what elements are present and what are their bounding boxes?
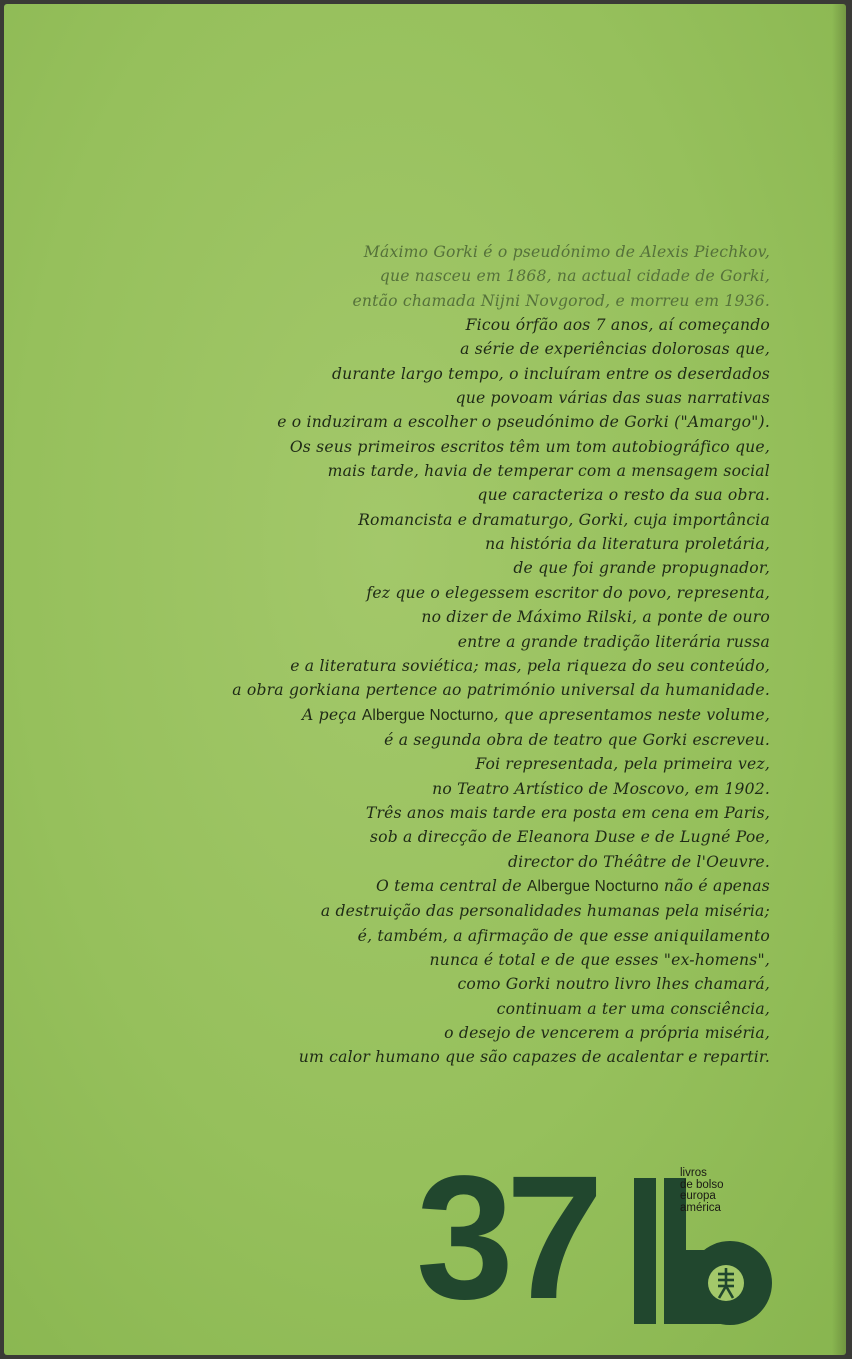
- play-title: Albergue Nocturno: [526, 877, 659, 895]
- blurb-line: entre a grande tradição literária russa: [457, 632, 770, 651]
- blurb-line: então chamada Nijni Novgorod, e morreu em 1936.: [352, 291, 770, 310]
- series-number: 37: [416, 1140, 596, 1336]
- book-back-cover: [4, 4, 846, 1355]
- play-title: Albergue Nocturno: [361, 706, 494, 724]
- blurb-line: sob a direcção de Eleanora Duse e de Lugné Poe,: [369, 828, 770, 847]
- blurb-line: fez que o elegessem escritor do povo, representa,: [366, 583, 770, 602]
- blurb-line: mais tarde, havia de temperar com a mensagem social: [327, 462, 770, 481]
- blurb-line: no Teatro Artístico de Moscovo, em 1902.: [432, 779, 770, 798]
- blurb-line: a obra gorkiana pertence ao património universal da humanidade.: [232, 681, 770, 700]
- blurb-line: que povoam várias das suas narrativas: [455, 389, 770, 408]
- blurb-fragment: O tema central de: [375, 876, 527, 895]
- blurb-line: nunca é total e de que esses "ex-homens",: [429, 950, 770, 969]
- blurb-line: um calor humano que são capazes de acalentar e repartir.: [298, 1048, 770, 1067]
- imprint-line: livros: [680, 1167, 707, 1179]
- blurb-line: e a literatura soviética; mas, pela riqueza do seu conteúdo,: [290, 656, 770, 675]
- blurb-line: é a segunda obra de teatro que Gorki escreveu.: [384, 730, 770, 749]
- blurb-text: [114, 240, 770, 1070]
- blurb-fragment: não é apenas: [658, 876, 770, 895]
- blurb-line: [114, 874, 770, 899]
- blurb-line: de que foi grande propugnador,: [513, 559, 770, 578]
- blurb-line: Máximo Gorki é o pseudónimo de Alexis Piechkov,: [363, 243, 770, 261]
- blurb-line: como Gorki noutro livro lhes chamará,: [457, 975, 770, 994]
- blurb-line: continuam a ter uma consciência,: [496, 999, 770, 1018]
- blurb-line: durante largo tempo, o incluíram entre os deserdados: [332, 364, 770, 383]
- blurb-line: [114, 703, 770, 728]
- blurb-line: a destruição das personalidades humanas pela miséria;: [320, 902, 770, 921]
- imprint-line: europa: [680, 1190, 716, 1202]
- blurb-line: Os seus primeiros escritos têm um tom autobiográfico que,: [289, 437, 770, 456]
- blurb-fragment: , que apresentamos neste volume,: [493, 705, 770, 724]
- blurb-line: na história da literatura proletária,: [485, 535, 770, 554]
- blurb-line: o desejo de vencerem a própria miséria,: [444, 1024, 770, 1042]
- blurb-fragment: A peça: [302, 705, 362, 724]
- cover-edge-shadow: [832, 4, 846, 1355]
- blurb-line: Foi representada, pela primeira vez,: [475, 755, 770, 774]
- blurb-line: director do Théâtre de l'Oeuvre.: [508, 852, 770, 871]
- imprint-line: américa: [680, 1201, 721, 1214]
- imprint-label: [680, 1168, 723, 1214]
- blurb-line: a série de experiências dolorosas que,: [460, 340, 770, 359]
- imprint-line: de bolso: [680, 1178, 724, 1191]
- blurb-line: que caracteriza o resto da sua obra.: [477, 486, 770, 505]
- blurb-line: que nasceu em 1868, na actual cidade de Gorki,: [379, 267, 770, 286]
- blurb-line: Romancista e dramaturgo, Gorki, cuja importância: [358, 510, 770, 529]
- blurb-line: Ficou órfão aos 7 anos, aí começando: [465, 316, 770, 335]
- blurb-line: e o induziram a escolher o pseudónimo de Gorki ("Amargo").: [277, 413, 770, 432]
- blurb-line: no dizer de Máximo Rilski, a ponte de ouro: [421, 608, 770, 627]
- blurb-line: é, também, a afirmação de que esse aniquilamento: [357, 926, 770, 945]
- blurb-line: Três anos mais tarde era posta em cena em Paris,: [365, 803, 770, 822]
- publisher-logo: [416, 1140, 776, 1336]
